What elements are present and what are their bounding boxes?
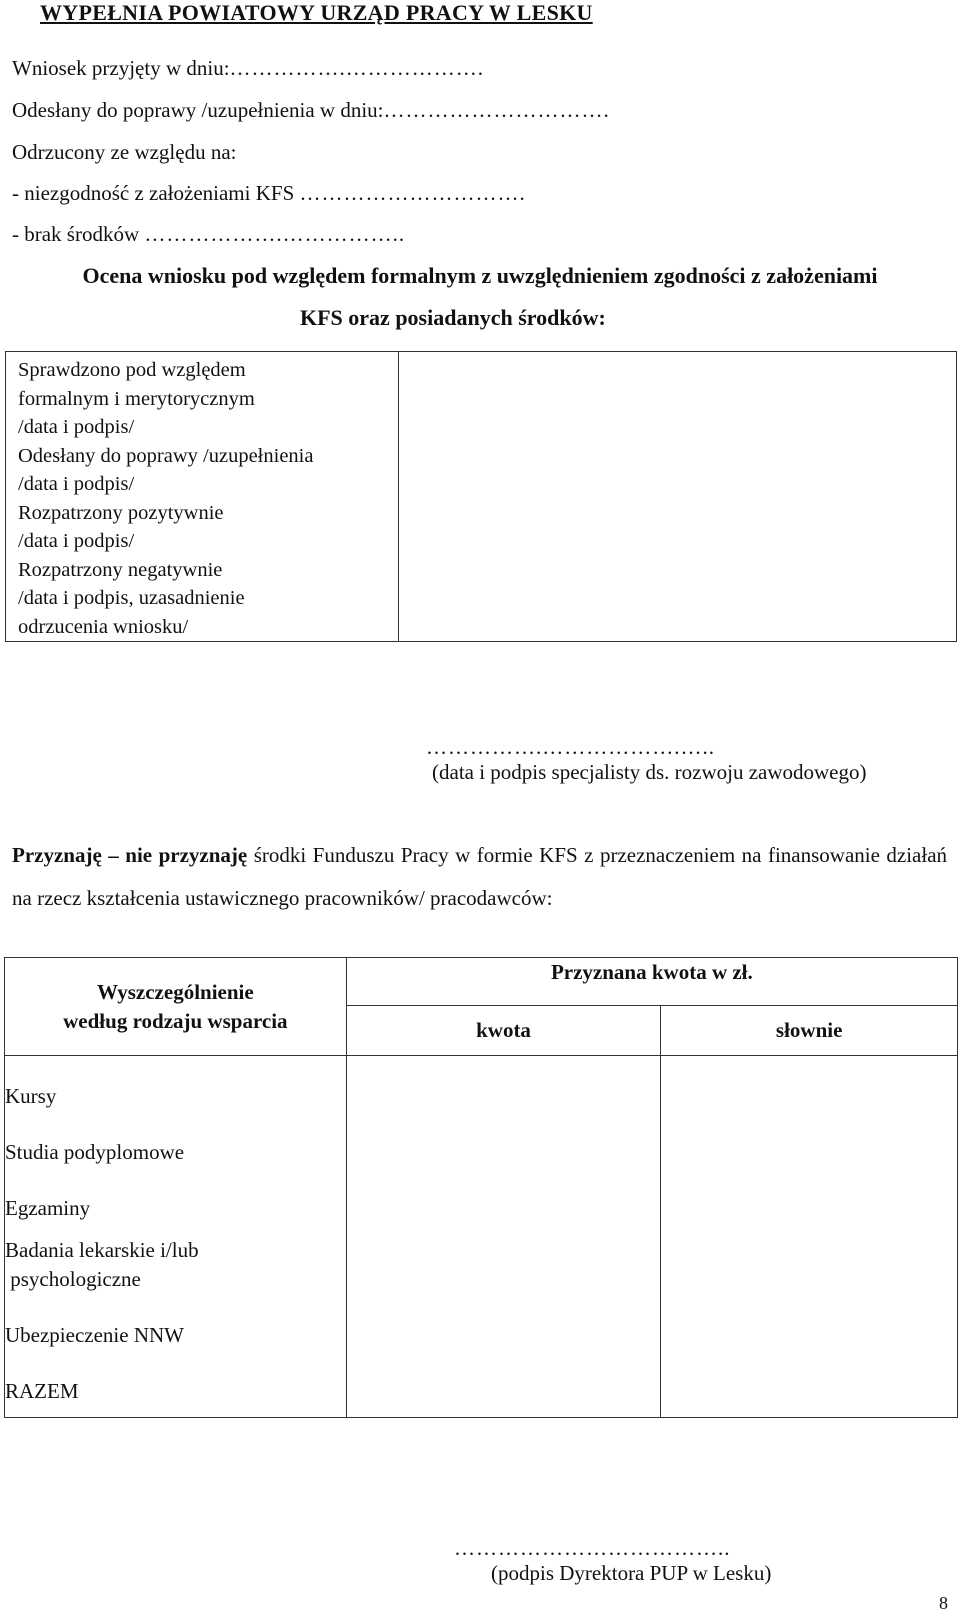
returned-date-line <box>12 97 610 123</box>
amount-words-cell[interactable] <box>661 1056 958 1418</box>
received-label: Wniosek przyjęty w dniu: <box>12 56 230 80</box>
reason-kfs-dots: …………………………. <box>299 181 526 205</box>
evaluation-row: /data i podpis/ <box>18 530 135 552</box>
specialist-signature-caption: (data i podpis specjalisty ds. rozwoju zawodowego) <box>432 760 867 784</box>
evaluation-signature-cell[interactable] <box>399 352 957 642</box>
col-description-line1: Wyszczególnienie <box>97 979 254 1004</box>
reason-funds-line <box>12 221 405 247</box>
evaluation-row: Rozpatrzony negatywnie <box>18 558 223 581</box>
reason-funds-label: - brak środków <box>12 222 140 246</box>
category-egzaminy: Egzaminy <box>5 1196 91 1220</box>
evaluation-table <box>5 351 957 642</box>
returned-dots: …………………………. <box>383 98 610 122</box>
col-amount-header: Przyznana kwota w zł. <box>346 958 957 1006</box>
director-signature-caption: (podpis Dyrektora PUP w Lesku) <box>491 1561 772 1585</box>
reason-kfs-line <box>12 180 526 206</box>
evaluation-title-line2: KFS oraz posiadanych środków: <box>300 305 606 330</box>
col-description-header <box>5 958 347 1056</box>
page-number: 8 <box>939 1593 948 1613</box>
col-description-line2: według rodzaju wsparcia <box>63 1008 288 1033</box>
evaluation-row: Rozpatrzony pozytywnie <box>18 501 224 524</box>
specialist-signature-dots: …………….……………….….. <box>426 735 715 759</box>
category-studia: Studia podyplomowe <box>5 1140 185 1164</box>
grant-no: nie przyznaję <box>125 843 248 867</box>
received-dots: …………….………………. <box>229 56 485 80</box>
amount-number-cell[interactable] <box>346 1056 661 1418</box>
grant-dash: – <box>108 843 119 867</box>
evaluation-title-line1: Ocena wniosku pod względem formalnym z uwzględnieniem zgodności z założeniami <box>82 263 878 288</box>
evaluation-row: Sprawdzono pod względem <box>18 359 246 381</box>
grant-yes: Przyznaję <box>12 843 102 867</box>
evaluation-row: /data i podpis, uzasadnienie <box>18 587 245 609</box>
col-amount-number-header: kwota <box>346 1006 661 1056</box>
evaluation-labels-cell <box>6 352 399 642</box>
category-badania-cont: psychologiczne <box>5 1267 141 1291</box>
evaluation-row: odrzucenia wniosku/ <box>18 615 189 638</box>
category-razem: RAZEM <box>5 1379 79 1403</box>
evaluation-row: Odesłany do poprawy /uzupełnienia <box>18 444 314 467</box>
grant-purpose: środki Funduszu Pracy w formie KFS z przeznaczeniem na finansowanie działań na rzecz kształcenia ustawicznego pracowników/ pracodawców: <box>12 843 948 910</box>
returned-label: Odesłany do poprawy /uzupełnienia w dniu: <box>12 98 384 122</box>
reason-funds-dots: ……………….…………….. <box>144 222 406 246</box>
received-date-line <box>12 55 484 81</box>
evaluation-row: formalnym i merytorycznym <box>18 387 255 410</box>
section-header: WYPEŁNIA POWIATOWY URZĄD PRACY W LESKU <box>40 0 593 25</box>
category-badania: Badania lekarskie i/lub <box>5 1238 199 1262</box>
support-table <box>4 957 958 1418</box>
evaluation-row: /data i podpis/ <box>18 416 135 438</box>
rejected-label: Odrzucony ze względu na: <box>12 140 237 164</box>
categories-cell <box>5 1056 347 1418</box>
col-amount-words-header: słownie <box>661 1006 958 1056</box>
category-kursy: Kursy <box>5 1084 57 1108</box>
evaluation-row: /data i podpis/ <box>18 473 135 495</box>
reason-kfs-label: - niezgodność z założeniami KFS <box>12 181 295 205</box>
director-signature-dots: ……………………………….. <box>454 1536 731 1560</box>
grant-decision-text <box>12 834 947 920</box>
category-nnw: Ubezpieczenie NNW <box>5 1323 184 1347</box>
